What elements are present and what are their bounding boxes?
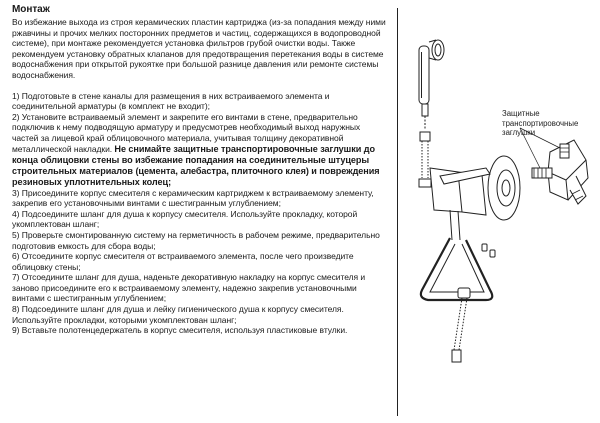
step-7: 7) Отсоедините шланг для душа, наденьте декоративную накладку на корпус смесителя и заново присоедините его к встраиваемому элементу, надежно закрепив установочными винтами с шестигранным углублением; [12,272,366,304]
step-4: 4) Подсоедините шланг для душа к корпусу смесителя. Используйте прокладку, которой укомплектован шланг; [12,208,358,230]
shower-head-icon [419,40,444,116]
exploded-assembly-diagram [400,0,600,423]
step-5: 5) Проверьте смонтированную систему на герметичность в рабочем режиме, предварительно подготовив емкость для сбора воды; [12,229,380,251]
step-6: 6) Отсоедините корпус смесителя от встраиваемого элемента, после чего произведите облицовку стены; [12,251,354,272]
step-2-text: 2) Установите встраиваемый элемент и закрепите его винтами в стене, предварительно подключив к нему подводящую арматуру и предусмотрев необходимый выход наружных частей за лицевой край облицовочного материала, учитывая толщину декоративной металлической накладки. [12,111,361,154]
step-8: 8) Подсоедините шланг для душа и лейку гигиенического душа к корпусу смесителя. Используйте прокладки, которыми укомплектован шланг; [12,304,344,325]
instructions-column [12,4,388,336]
protective-plugs-label: Защитные транспортировочные заглушки [502,109,579,138]
built-in-element-icon [532,140,588,204]
installation-steps [12,91,388,336]
step-2 [12,112,388,188]
step-1: 1) Подготовьте в стене каналы для размещения в них встраиваемого элемента и соединительной арматуры (в комплект не входит); [12,90,330,112]
cover-plate-icon [488,156,520,220]
bushings-icon [482,244,495,257]
column-divider [397,8,398,416]
warning-text: Не снимайте защитные транспортировочные заглушки до конца облицовки стены во избежание попадания на соединительные штуцеры строительных материалов (цемента, алебастра, плиточного клея) и повреждения резиновых уплотнительных колец; [12,143,380,187]
shower-hose-icon [419,116,431,187]
mixer-body-icon [430,168,490,240]
step-9: 9) Вставьте полотенцедержатель в корпус смесителя, используя пластиковые втулки. [12,325,348,336]
intro-paragraph: Во избежание выхода из строя керамических пластин картриджа (из-за попадания между ними ржавчины и прочих мелких посторонних предметов и частиц, содержащихся в водопроводной системе), при монтаже рекомендуется установка фильтров грубой очистки воды. Также рекомендуем установку обратных клапанов для предотвращения перетекания воды в системе водоснабжения при открытой рукоятке при большой разнице давления или ремонте системы водоснабжения. [12,17,386,80]
step-3: 3) Присоедините корпус смесителя с керамическим картриджем к встраиваемому элементу, закрепив его установочными винтами с шестигранным углублением; [12,187,374,209]
section-title: Монтаж [12,4,50,15]
